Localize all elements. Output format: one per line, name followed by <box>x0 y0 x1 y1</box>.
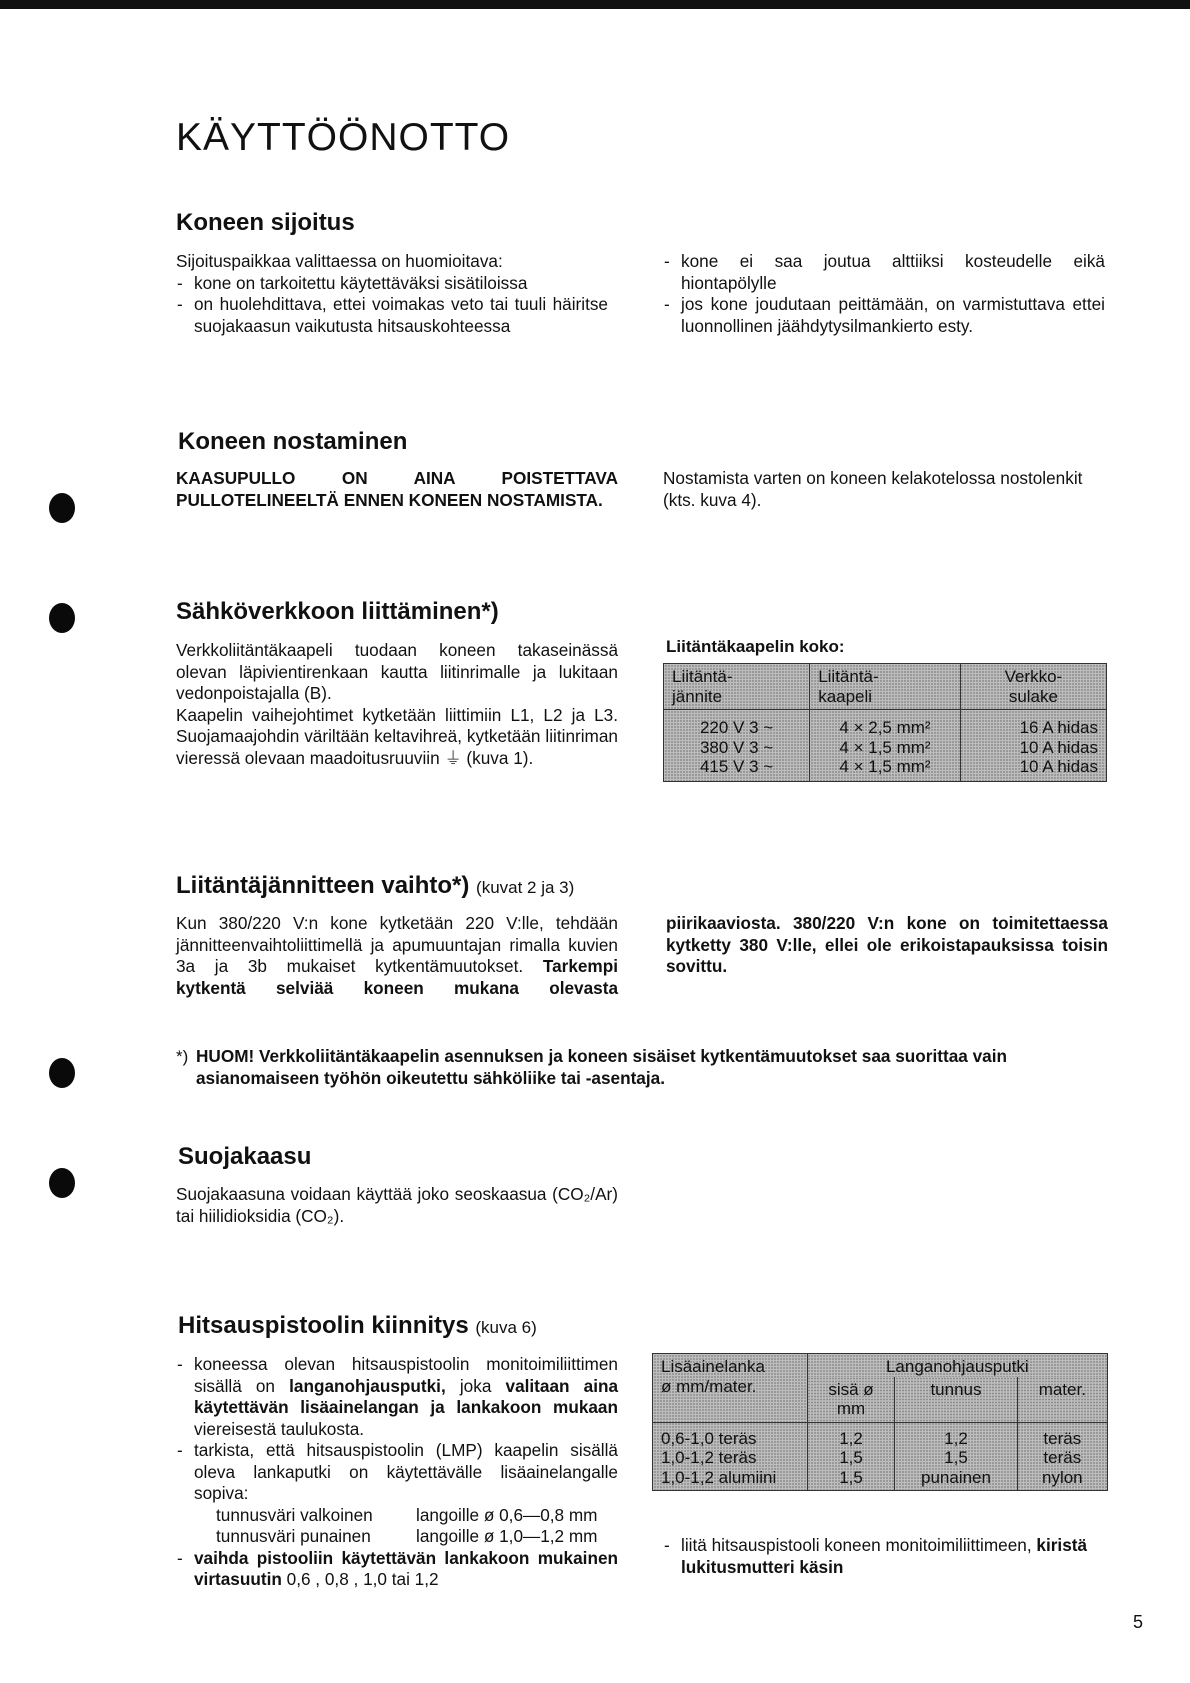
table-cell: 16 A hidas 10 A hidas 10 A hidas <box>960 710 1106 782</box>
huom-note: HUOM! Verkkoliitäntäkaapelin asennuksen ja koneen sisäiset kytkentämuutokset saa suorittaa vain asianomaiseen työhön oikeutettu sähköliike tai -asentaja. <box>196 1046 1007 1088</box>
cable-size-table <box>663 663 1107 782</box>
table-header-row <box>653 1354 1108 1377</box>
page-number: 5 <box>1133 1612 1144 1632</box>
table-header-cell: mater. <box>1017 1377 1107 1423</box>
list-item: - koneessa olevan hitsauspistoolin monitoimiliittimen sisällä on langanohjausputki, joka valitaan aina käytettävän lisäainelangan ja lankakoon mukaan viereisestä taulukosta. <box>176 1354 618 1440</box>
table-cell: teräs teräs nylon <box>1017 1422 1107 1491</box>
margin-bullet <box>49 603 75 633</box>
table-header-cell: Lisäainelanka ø mm/mater. <box>653 1354 808 1423</box>
heading-reference: (kuva 6) <box>475 1318 537 1337</box>
section-heading-pistooli: Hitsauspistoolin kiinnitys (kuva 6) <box>178 1312 537 1339</box>
list-item: - kone on tarkoitettu käytettäväksi sisätiloissa <box>176 273 608 295</box>
list-item: - tarkista, että hitsauspistoolin (LMP) kaapelin sisällä oleva lankaputki on käytettävälle lisäainelangalle sopiva: <box>176 1440 618 1505</box>
pistooli-right-column <box>663 1535 1108 1578</box>
list-item: - liitä hitsauspistooli koneen monitoimiliittimeen, kiristä lukitusmutteri käsin <box>663 1535 1108 1578</box>
table-header-row <box>664 664 1107 710</box>
pistooli-left-column <box>176 1354 618 1591</box>
table-row <box>664 710 1107 782</box>
suojakaasu-text: Suojakaasuna voidaan käyttää joko seoskaasua (CO₂/Ar) tai hiilidioksidia (CO₂). <box>176 1184 618 1226</box>
note-marker: *) <box>176 1047 189 1066</box>
top-border <box>0 0 1190 9</box>
table-cell: 1,2 1,5 punainen <box>895 1422 1017 1491</box>
table-cell: 4 × 2,5 mm² 4 × 1,5 mm² 4 × 1,5 mm² <box>810 710 961 782</box>
sahko-text <box>176 640 618 769</box>
sijoitus-left-column <box>176 251 608 337</box>
section-heading-nostaminen: Koneen nostaminen <box>178 428 408 455</box>
table-row <box>653 1422 1108 1491</box>
list-item: - vaihda pistooliin käytettävän lankakoon mukainen virtasuutin 0,6 , 0,8 , 1,0 tai 1,2 <box>176 1548 618 1591</box>
table-cell: 1,2 1,5 1,5 <box>807 1422 895 1491</box>
section-heading-suojakaasu: Suojakaasu <box>178 1143 312 1170</box>
margin-bullet <box>49 493 75 523</box>
sijoitus-intro: Sijoituspaikkaa valittaessa on huomioitava: <box>176 251 503 271</box>
table-group-header: Langanohjausputki <box>807 1354 1107 1377</box>
list-item: - jos kone joudutaan peittämään, on varmistuttava ettei luonnollinen jäähdytysilmankierto esty. <box>663 294 1105 337</box>
list-item: - kone ei saa joutua alttiiksi kosteudelle eikä hiontapölylle <box>663 251 1105 294</box>
table-cell: 0,6-1,0 teräs 1,0-1,2 teräs 1,0-1,2 alumiini <box>653 1422 808 1491</box>
heading-reference: (kuvat 2 ja 3) <box>476 878 575 897</box>
color-code-row: tunnusväri valkoinen langoille ø 0,6—0,8 mm <box>216 1504 598 1525</box>
nostaminen-text: Nostamista varten on koneen kelakotelossa nostolenkit (kts. kuva 4). <box>663 468 1083 510</box>
table-caption: Liitäntäkaapelin koko: <box>666 637 845 656</box>
table-cell: 220 V 3 ~ 380 V 3 ~ 415 V 3 ~ <box>664 710 810 782</box>
nostaminen-warning: KAASUPULLO ON AINA POISTETTAVA PULLOTELINEELTÄ ENNEN KONEEN NOSTAMISTA. <box>176 468 618 510</box>
table-header-cell: Liitäntä- jännite <box>664 664 810 710</box>
paragraph: Verkkoliitäntäkaapeli tuodaan koneen takaseinässä olevan läpivientirenkaan kautta liitinrimalle ja lukitaan vedonpoistajalla (B). <box>176 640 618 703</box>
table-header-cell: Liitäntä- kaapeli <box>810 664 961 710</box>
color-code-list <box>176 1505 618 1548</box>
color-code-row: tunnusväri punainen langoille ø 1,0—1,2 mm <box>216 1526 598 1546</box>
section-heading-sijoitus: Koneen sijoitus <box>176 209 355 236</box>
paragraph: Kaapelin vaihejohtimet kytketään liittimiin L1, L2 ja L3. Suojamaajohdin väriltään keltavihreä, kytketään liitinriman vieressä olevaan maadoitusruuviin ⏚ (kuva 1). <box>176 704 618 768</box>
wire-guide-table <box>652 1353 1108 1491</box>
section-heading-sahko: Sähköverkkoon liittäminen*) <box>176 598 499 625</box>
table-header-cell: Verkko- sulake <box>960 664 1106 710</box>
margin-bullet <box>49 1058 75 1088</box>
table-header-cell: tunnus <box>895 1377 1017 1423</box>
sijoitus-right-column <box>663 251 1105 337</box>
list-item: - on huolehdittava, ettei voimakas veto tai tuuli häiritse suojakaasun vaikutusta hitsauskohteessa <box>176 294 608 337</box>
section-heading-vaihto: Liitäntäjännitteen vaihto*) (kuvat 2 ja 3) <box>176 872 575 899</box>
vaihto-text: Kun 380/220 V:n kone kytketään 220 V:lle, tehdään jännitteenvaihtoliittimellä ja apumuuntajan rimalla kuvien 3a ja 3b mukaiset kytkentämuutokset. Tarkempi kytkentä selviää koneen mukana olevasta piirikaaviosta. 380/220 V:n kone on toimitettaessa kytketty 380 V:lle, ellei ole erikoistapauksissa toisin sovittu. <box>176 913 1108 998</box>
margin-bullet <box>49 1168 75 1198</box>
page-title: KÄYTTÖÖNOTTO <box>176 116 511 159</box>
table-header-cell: sisä ø mm <box>807 1377 895 1423</box>
